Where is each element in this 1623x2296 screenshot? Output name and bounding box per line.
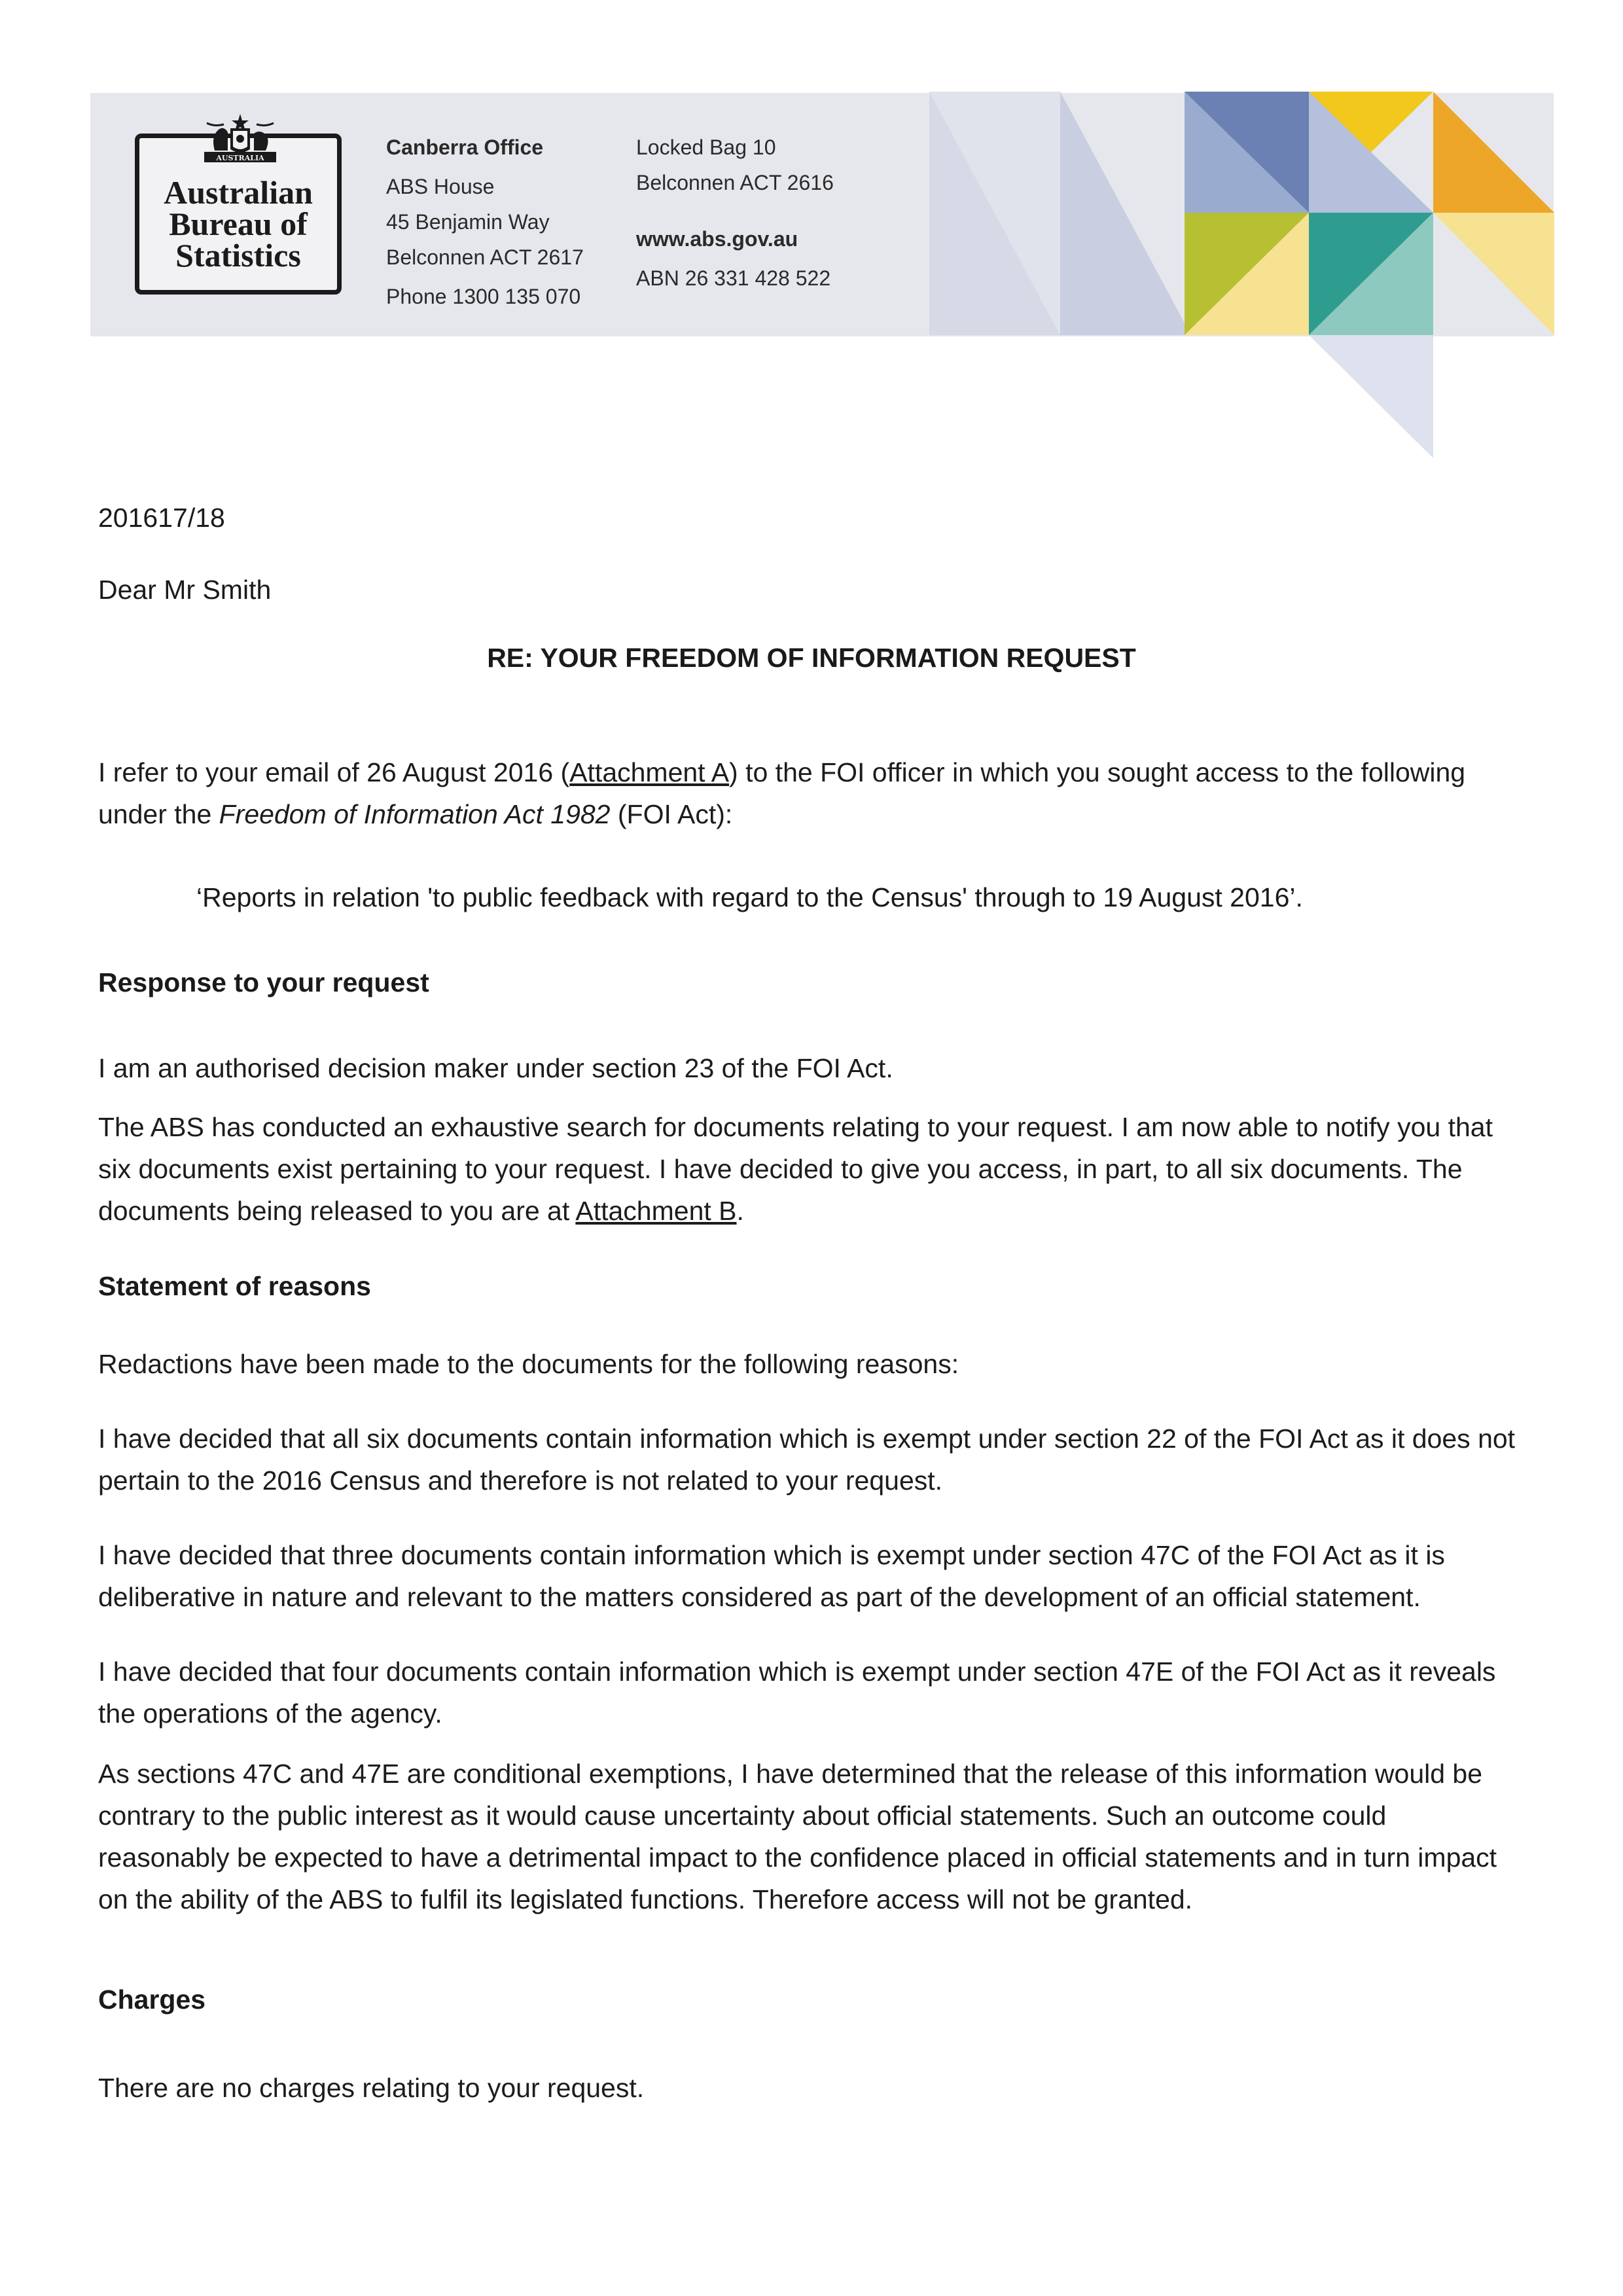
abs-logo-text (135, 174, 342, 274)
intro-text: I refer to your email of 26 August 2016 ( (98, 757, 570, 787)
subject-line: RE: YOUR FREEDOM OF INFORMATION REQUEST (487, 643, 1136, 673)
reasons-paragraph: I have decided that three documents contain information which is exempt under section 47C of the FOI Act as it is deliberative in nature and relevant to the matters considered as part of the development of an official statement. (98, 1540, 1445, 1612)
deco-triangle (1433, 92, 1554, 213)
reasons-paragraph: I have decided that all six documents contain information which is exempt under section 22 of the FOI Act as it does not pertain to the 2016 Census and therefore is not related to your request. (98, 1424, 1516, 1496)
response-heading: Response to your request (98, 967, 429, 997)
crest-caption: AUSTRALIA (216, 154, 264, 162)
reasons-heading: Statement of reasons (98, 1271, 371, 1301)
deco-triangle (1433, 213, 1554, 335)
decorative-triangles (929, 92, 1558, 458)
reasons-paragraph: Redactions have been made to the documents for the following reasons: (98, 1349, 959, 1379)
office-address (386, 134, 584, 310)
reference-number: 201617/18 (98, 503, 225, 533)
response-text-end: . (736, 1196, 744, 1226)
logo-line-2: Bureau of (169, 206, 308, 242)
charges-heading: Charges (98, 1984, 206, 2015)
response-text: The ABS has conducted an exhaustive search for documents relating to your request. I am now able to notify you that six documents exist pertaining to your request. I have decided to give you access, in part, to all six documents. The documents being released to you are at (98, 1112, 1493, 1226)
postal-address (636, 134, 834, 291)
attachment-a-link[interactable]: Attachment A (569, 757, 730, 787)
attachment-b-link[interactable]: Attachment B (575, 1196, 737, 1226)
reasons-paragraph: As sections 47C and 47E are conditional exemptions, I have determined that the release of this information would be contrary to the public interest as it would cause uncertainty about official statements. Such an outcome could reasonably be expected to have a detrimental impact to the confidence placed in official statements and in turn impact on the ability of the ABS to fulfil its legislated functions. Therefore access will not be granted. (98, 1759, 1497, 1914)
response-paragraph: I am an authorised decision maker under section 23 of the FOI Act. (98, 1053, 893, 1083)
deco-triangle (1060, 92, 1191, 335)
intro-text: (FOI Act): (610, 799, 733, 829)
postal-line: Locked Bag 10 (636, 135, 776, 159)
coat-of-arms-icon (202, 110, 279, 166)
salutation: Dear Mr Smith (98, 575, 272, 605)
reasons-paragraph: I have decided that four documents contain information which is exempt under section 47E of the FOI Act as it reveals the operations of the agency. (98, 1657, 1496, 1729)
response-paragraph (98, 1106, 1525, 1232)
logo-line-1: Australian (164, 174, 313, 211)
office-title: Canberra Office (386, 135, 544, 159)
abn-number: ABN 26 331 428 522 (636, 266, 831, 290)
request-quote: ‘Reports in relation 'to public feedback with regard to the Census' through to 19 August 2016’. (196, 882, 1303, 912)
intro-paragraph (98, 751, 1525, 835)
postal-line: Belconnen ACT 2616 (636, 171, 834, 194)
intro-text: ) to the FOI officer in which you sought access to the following under the (98, 757, 1466, 829)
website-link[interactable]: www.abs.gov.au (636, 227, 798, 251)
office-phone: Phone 1300 135 070 (386, 285, 581, 308)
act-title: Freedom of Information Act 1982 (219, 799, 611, 829)
office-line: ABS House (386, 175, 495, 198)
deco-triangle (1309, 335, 1433, 458)
office-line: 45 Benjamin Way (386, 210, 550, 234)
office-line: Belconnen ACT 2617 (386, 245, 584, 269)
charges-paragraph: There are no charges relating to your request. (98, 2073, 645, 2103)
logo-line-3: Statistics (175, 237, 301, 274)
